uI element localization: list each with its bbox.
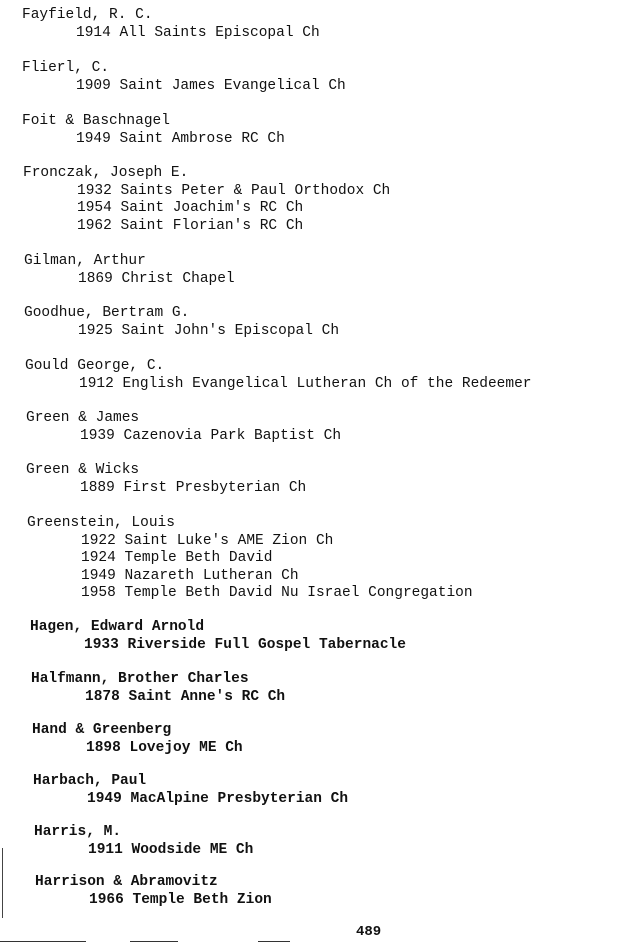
architect-name: Green & James — [26, 410, 140, 426]
architect-name: Gilman, Arthur — [24, 253, 146, 269]
architect-name: Hagen, Edward Arnold — [30, 619, 205, 635]
church-work-line: 1911 Woodside ME Ch — [88, 841, 254, 858]
church-work-line: 1924 Temple Beth David — [81, 550, 273, 566]
architect-name: Flierl, C. — [22, 60, 110, 76]
index-entry — [27, 515, 473, 603]
church-work-line: 1914 All Saints Episcopal Ch — [76, 24, 320, 41]
architect-name: Goodhue, Bertram G. — [24, 305, 190, 321]
church-work-line: 1949 Saint Ambrose RC Ch — [76, 130, 285, 147]
church-work-line: 1949 Nazareth Lutheran Ch — [81, 567, 299, 584]
index-entry — [35, 874, 272, 909]
margin-mark — [2, 848, 3, 918]
index-entry — [33, 773, 348, 808]
church-work-line: 1966 Temple Beth Zion — [89, 891, 272, 908]
church-work-line: 1869 Christ Chapel — [78, 270, 235, 287]
index-entry — [24, 305, 339, 340]
index-entry — [22, 60, 346, 95]
index-entry — [24, 253, 235, 288]
architect-name: Fayfield, R. C. — [22, 7, 153, 23]
index-entry — [30, 619, 406, 654]
index-entry — [22, 113, 285, 148]
index-entry — [23, 165, 390, 235]
index-entry — [31, 671, 285, 706]
index-entry — [26, 462, 306, 497]
architect-name: Harrison & Abramovitz — [35, 874, 218, 890]
church-work-line: 1912 English Evangelical Lutheran Ch of the Redeemer — [79, 375, 532, 392]
church-work-line: 1958 Temple Beth David Nu Israel Congregation — [81, 585, 473, 601]
church-work-line: 1922 Saint Luke's AME Zion Ch — [81, 532, 334, 549]
church-work-line: 1889 First Presbyterian Ch — [80, 479, 307, 496]
church-work-line: 1878 Saint Anne's RC Ch — [85, 688, 286, 705]
index-entry — [25, 358, 531, 393]
page-number: 489 — [356, 924, 382, 940]
architect-name: Halfmann, Brother Charles — [31, 671, 249, 687]
church-work-line: 1962 Saint Florian's RC Ch — [77, 217, 304, 234]
index-entry — [34, 824, 253, 859]
church-work-line: 1954 Saint Joachim's RC Ch — [77, 200, 304, 216]
church-work-line: 1909 Saint James Evangelical Ch — [76, 77, 346, 94]
church-work-line: 1949 MacAlpine Presbyterian Ch — [87, 790, 349, 807]
church-work-line: 1939 Cazenovia Park Baptist Ch — [80, 427, 342, 444]
church-work-line: 1932 Saints Peter & Paul Orthodox Ch — [77, 182, 391, 199]
footer-rule — [130, 941, 178, 942]
architect-name: Fronczak, Joseph E. — [23, 165, 189, 181]
architect-name: Green & Wicks — [26, 462, 140, 478]
architect-name: Foit & Baschnagel — [22, 113, 170, 129]
architect-name: Hand & Greenberg — [32, 722, 172, 738]
architect-name: Greenstein, Louis — [27, 515, 175, 531]
architect-name: Harris, M. — [34, 824, 122, 840]
index-entry — [32, 722, 243, 757]
index-entry — [26, 410, 341, 445]
church-work-line: 1925 Saint John's Episcopal Ch — [78, 322, 340, 339]
church-work-line: 1933 Riverside Full Gospel Tabernacle — [84, 636, 406, 653]
index-entry — [22, 7, 320, 42]
church-work-line: 1898 Lovejoy ME Ch — [86, 739, 243, 756]
architect-name: Harbach, Paul — [33, 773, 147, 789]
footer-rule — [0, 941, 86, 942]
footer-rule — [258, 941, 290, 942]
architect-name: Gould George, C. — [25, 358, 165, 374]
